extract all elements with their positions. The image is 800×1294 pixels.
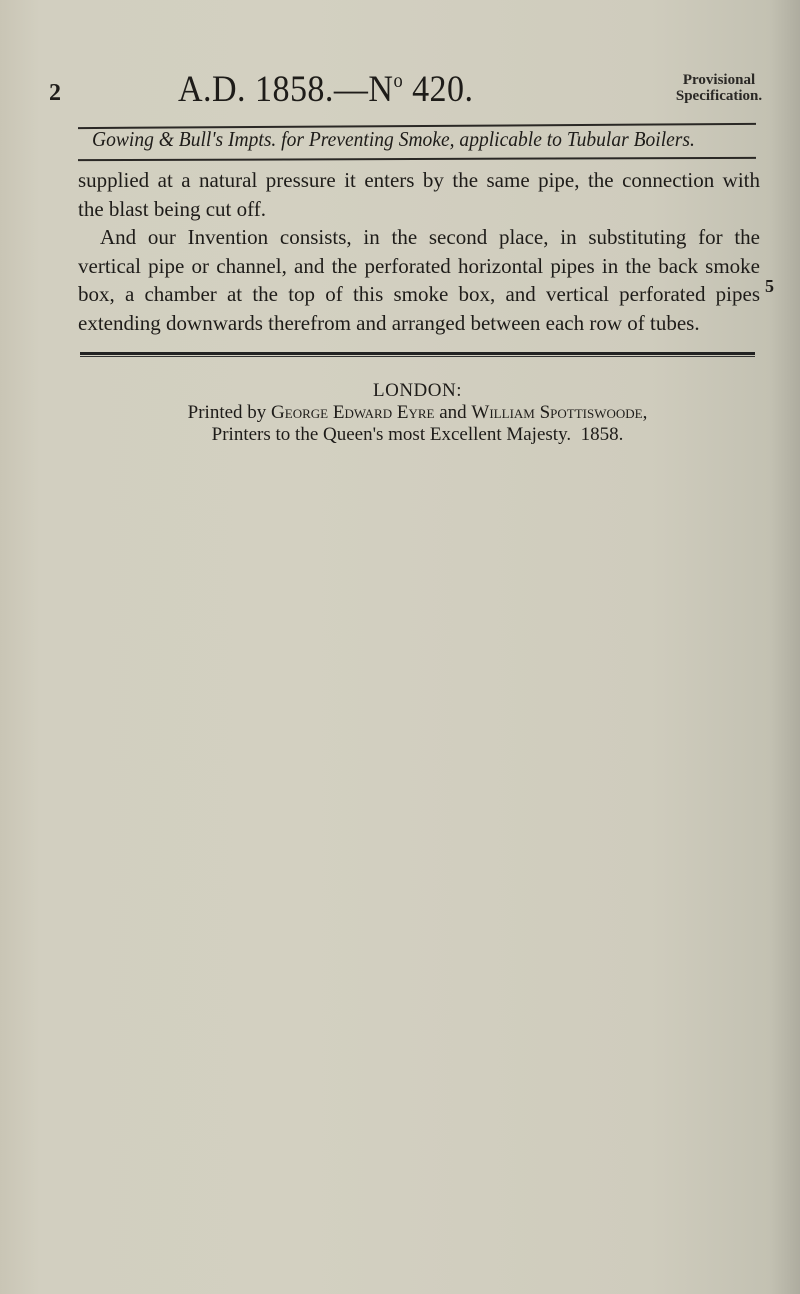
body-line: vertical pipe or channel, and the perforated horizontal pipes in the back smoke [78, 253, 760, 278]
body-line: the blast being cut off. [78, 196, 266, 221]
body-text [78, 166, 760, 337]
imprint-printer-2: William Spottiswoode, [471, 402, 648, 423]
imprint-line3 [80, 424, 755, 446]
imprint-city: LONDON: [373, 380, 462, 401]
title-suffix: 420. [403, 69, 474, 110]
body-line: box, a chamber at the top of this smoke box, and vertical perforated pipes [78, 282, 760, 306]
margin-line-number: 5 [765, 276, 774, 296]
imprint-and: and [439, 402, 467, 423]
page-title [178, 68, 473, 111]
title-prefix: A.D. 1858.—N [178, 69, 394, 110]
body-line: And our Invention consists, in the second place, in substituting for the [100, 225, 760, 249]
running-head-rule [78, 157, 756, 161]
title-superscript: o [393, 70, 404, 92]
specification-label [664, 72, 774, 104]
imprint-printed-by: Printed by [187, 402, 267, 423]
specification-label-line1: Provisional [682, 72, 756, 88]
specification-label-line2: Specification. [675, 88, 763, 104]
page-number: 2 [49, 80, 61, 106]
double-rule-divider [80, 352, 755, 357]
imprint-printers [80, 402, 755, 424]
body-line: supplied at a natural pressure it enters by the same pipe, the connection with [78, 168, 760, 192]
body-line: extending downwards therefrom and arranged between each row of tubes. [78, 310, 700, 335]
imprint-year: 1858. [580, 424, 624, 445]
imprint-printers-to: Printers to the Queen's most Excellent Majesty. [211, 424, 572, 445]
imprint-printer-1: George Edward Eyre [271, 402, 435, 423]
running-head: Gowing & Bull's Impts. for Preventing Smoke, applicable to Tubular Boilers. [92, 127, 695, 151]
printer-imprint [80, 380, 755, 446]
rule-thin [80, 356, 755, 357]
